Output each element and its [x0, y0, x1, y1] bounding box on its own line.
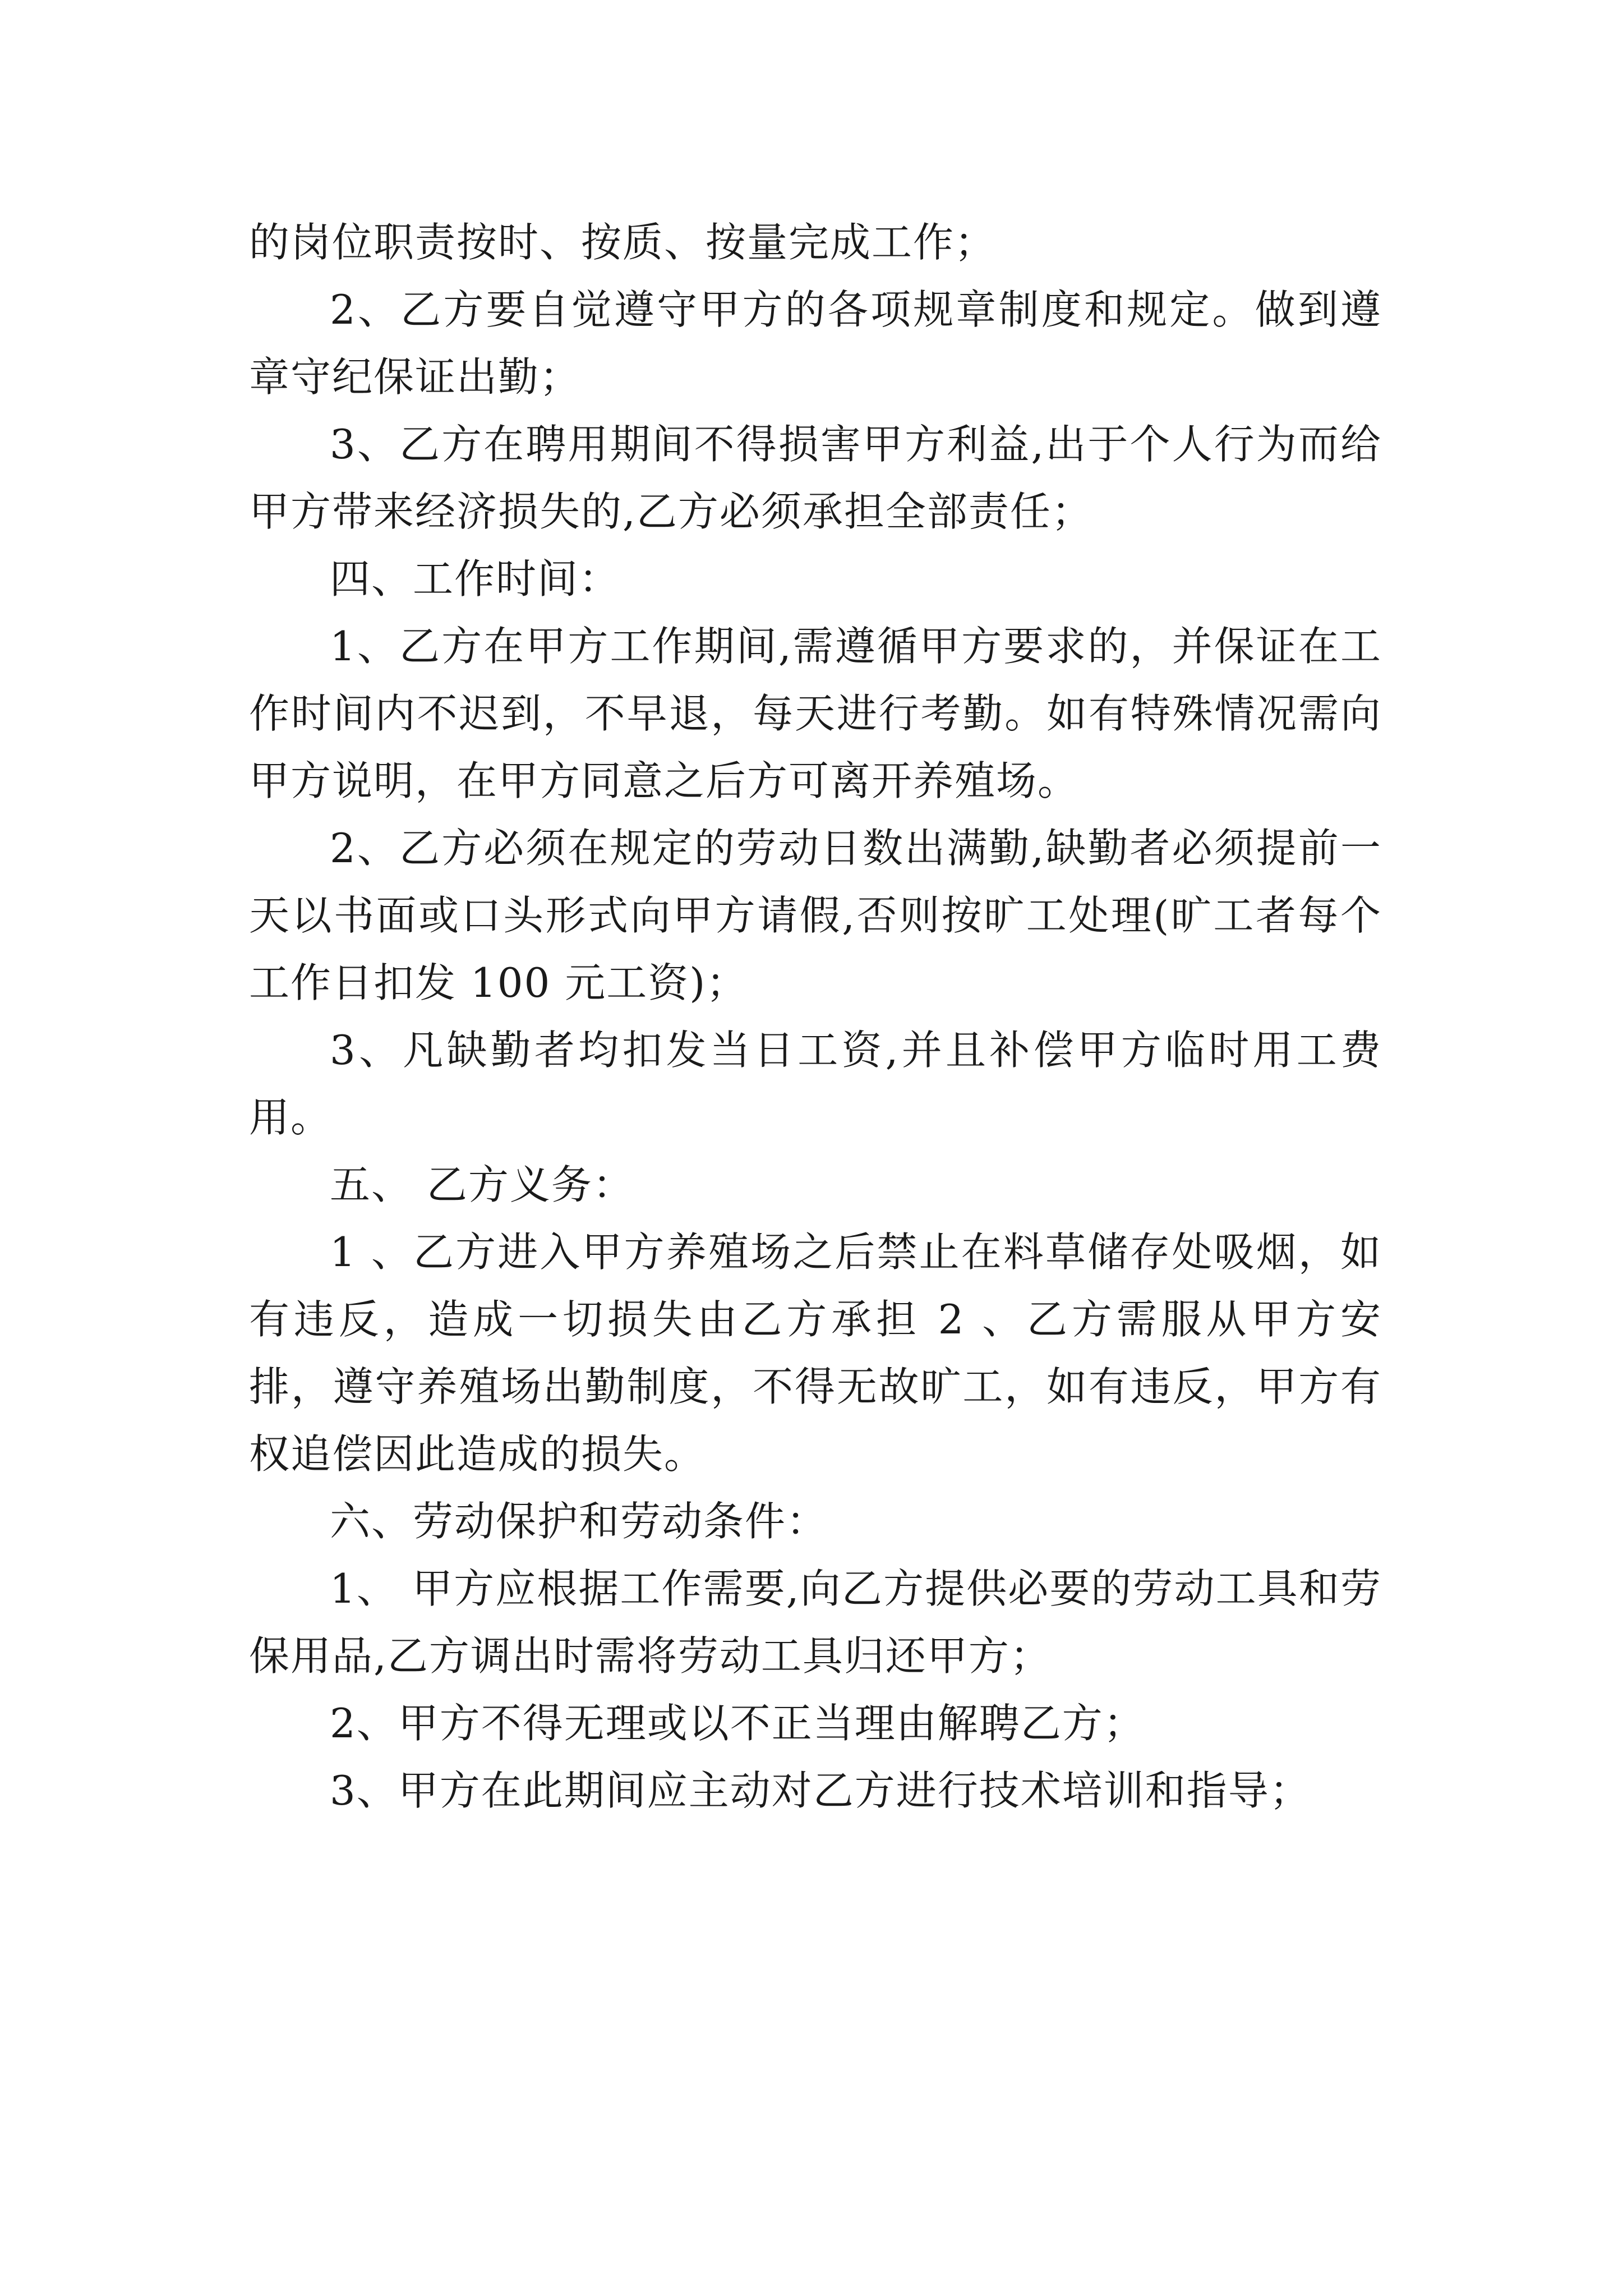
paragraph-clause-4-3: 3、凡缺勤者均扣发当日工资,并且补偿甲方临时用工费用。: [249, 1027, 1382, 1141]
section-heading-party-b-duties: 五、 乙方义务：: [330, 1161, 634, 1208]
section-heading-work-time: 四、工作时间：: [330, 555, 621, 602]
paragraph-clause-6-2: 2、甲方不得无理或以不正当理由解聘乙方；: [330, 1700, 1145, 1747]
paragraph-continuation: 的岗位职责按时、按质、按量完成工作；: [249, 219, 997, 266]
paragraph-clause-3-3: 3、乙方在聘用期间不得损害甲方利益,出于个人行为而给甲方带来经济损失的,乙方必须承担全部责任；: [249, 421, 1382, 535]
section-heading-labor-protection: 六、劳动保护和劳动条件：: [330, 1498, 828, 1545]
paragraph-clause-6-1: 1、 甲方应根据工作需要,向乙方提供必要的劳动工具和劳保用品,乙方调出时需将劳动工具归还甲方；: [249, 1565, 1382, 1680]
paragraph-clause-5-1: 1 、乙方进入甲方养殖场之后禁止在料草储存处吸烟，如有违反，造成一切损失由乙方承担 2 、乙方需服从甲方安排，遵守养殖场出勤制度，不得无故旷工，如有违反，甲方有权追偿因此造成的损失。: [249, 1228, 1382, 1478]
document-body: [249, 209, 1382, 1824]
paragraph-clause-3-2: 2、乙方要自觉遵守甲方的各项规章制度和规定。做到遵章守纪保证出勤；: [249, 286, 1382, 401]
paragraph-clause-4-2: 2、乙方必须在规定的劳动日数出满勤,缺勤者必须提前一天以书面或口头形式向甲方请假,否则按旷工处理(旷工者每个工作日扣发 100 元工资)；: [249, 825, 1382, 1006]
paragraph-clause-4-1: 1、乙方在甲方工作期间,需遵循甲方要求的，并保证在工作时间内不迟到，不早退，每天进行考勤。如有特殊情况需向甲方说明，在甲方同意之后方可离开养殖场。: [249, 623, 1382, 804]
paragraph-clause-6-3: 3、甲方在此期间应主动对乙方进行技术培训和指导；: [330, 1767, 1311, 1814]
